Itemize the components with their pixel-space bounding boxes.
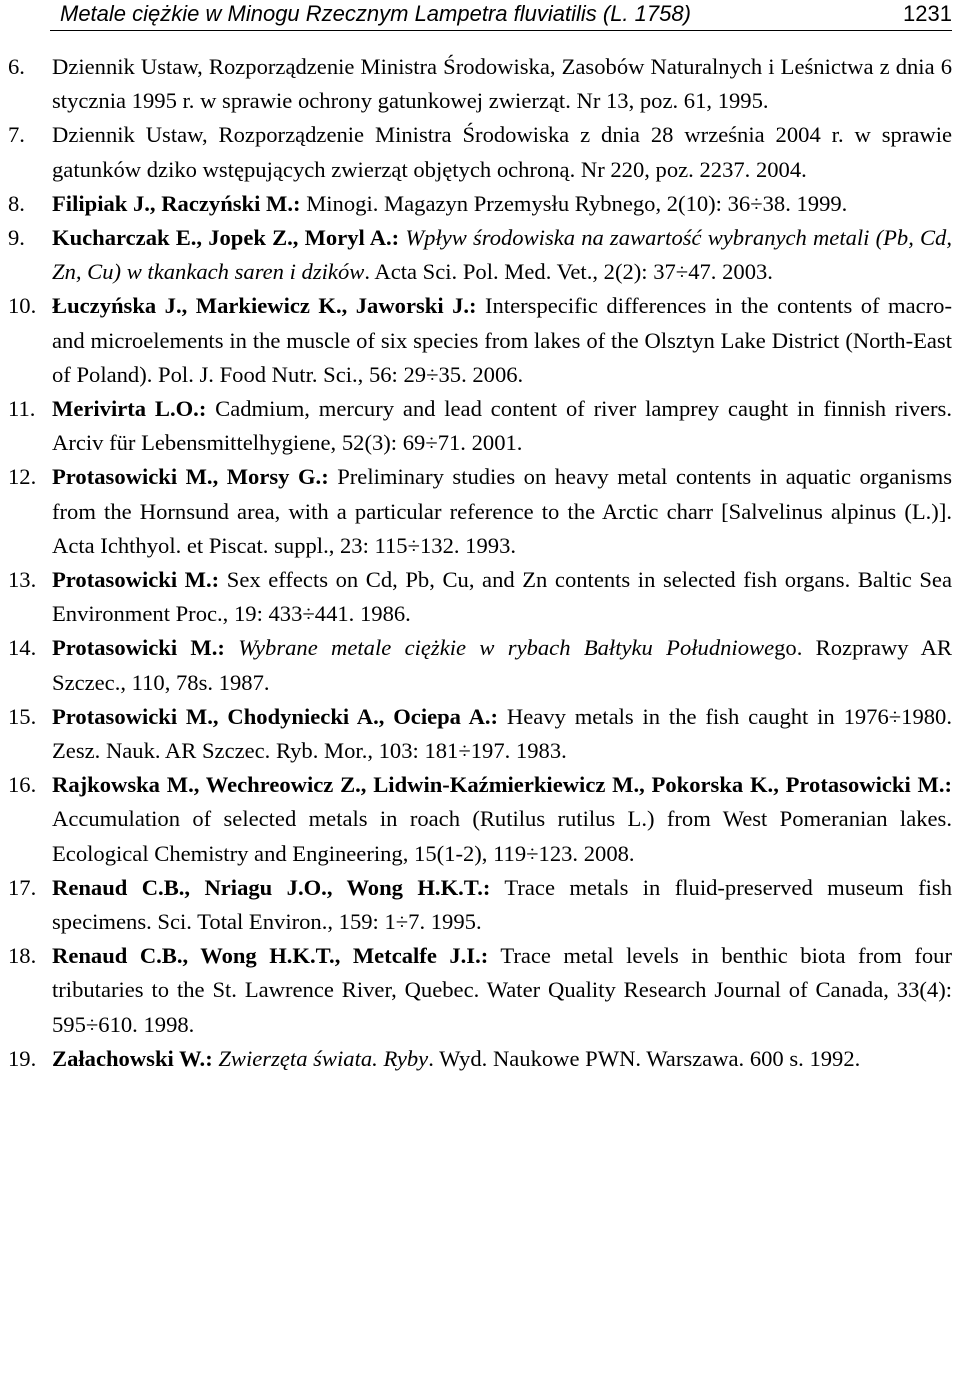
reference-details: Dziennik Ustaw, Rozporządzenie Ministra Środowiska z dnia 28 września 2004 r. w sprawie gatunków dziko wstępujących zwierząt objętych ochroną. Nr 220, poz. 2237. 2004. (52, 122, 952, 182)
reference-details: Sex effects on Cd, Pb, Cu, and Zn contents in selected fish organs. Baltic Sea Environment Proc., 19: 433÷441. 1986. (52, 567, 952, 627)
reference-details: Trace metal levels in benthic biota from four tributaries to the St. Lawrence River, Quebec. Water Quality Research Journal of Canada, 33(4): 595÷610. 1998. (52, 943, 952, 1037)
reference-item (0, 631, 960, 699)
reference-number: 17. (8, 874, 37, 900)
reference-number: 19. (8, 1045, 37, 1071)
reference-number: 10. (8, 293, 37, 319)
reference-details: Preliminary studies on heavy metal contents in aquatic organisms from the Hornsund area, with a particular reference to the Arctic charr [Salvelinus alpinus (L.)]. Acta Ichthyol. et Piscat. suppl., 23: 115÷132. 1993. (52, 464, 952, 558)
reference-number: 16. (8, 772, 37, 798)
reference-item (0, 50, 960, 118)
reference-number: 13. (8, 567, 37, 593)
reference-number: 8. (8, 190, 25, 216)
reference-authors: Protasowicki M., Morsy G.: (52, 464, 329, 490)
page-number: 1231 (903, 1, 952, 26)
reference-authors: Filipiak J., Raczyński M.: (52, 190, 301, 216)
reference-item (0, 939, 960, 1042)
running-title: Metale ciężkie w Minogu Rzecznym Lampetra fluviatilis (L. 1758) (60, 1, 691, 26)
reference-item (0, 118, 960, 186)
reference-number: 18. (8, 943, 37, 969)
reference-authors: Protasowicki M.: (52, 567, 220, 593)
reference-number: 7. (8, 122, 25, 148)
reference-details: . Acta Sci. Pol. Med. Vet., 2(2): 37÷47. 2003. (364, 259, 773, 285)
reference-authors: Łuczyńska J., Markiewicz K., Jaworski J.: (52, 293, 477, 319)
reference-details: Dziennik Ustaw, Rozporządzenie Ministra Środowiska, Zasobów Naturalnych i Leśnictwa z dnia 6 stycznia 1995 r. w sprawie ochrony gatunkowej zwierząt. Nr 13, poz. 61, 1995. (52, 54, 952, 114)
reference-details: Trace metals in fluid-preserved museum fish specimens. Sci. Total Environ., 159: 1÷7. 1995. (52, 874, 952, 935)
reference-details: Cadmium, mercury and lead content of river lamprey caught in finnish rivers. Arciv für Lebensmittelhygiene, 52(3): 69÷71. 2001. (52, 396, 952, 456)
reference-number: 12. (8, 464, 37, 490)
reference-item (0, 187, 960, 221)
reference-list (0, 50, 960, 1076)
reference-authors: Rajkowska M., Wechreowicz Z., Lidwin-Kaźmierkiewicz M., Pokorska K., Protasowicki M.: (52, 772, 952, 798)
reference-number: 15. (8, 703, 37, 729)
reference-item (0, 871, 960, 939)
reference-authors: Protasowicki M., Chodyniecki A., Ociepa A.: (52, 703, 499, 729)
reference-item (0, 563, 960, 631)
reference-details: Minogi. Magazyn Przemysłu Rybnego, 2(10): 36÷38. 1999. (300, 190, 848, 216)
reference-item (0, 460, 960, 563)
reference-title: Zwierzęta świata. Ryby (212, 1045, 429, 1071)
reference-authors: Renaud C.B., Wong H.K.T., Metcalfe J.I.: (52, 943, 489, 969)
reference-authors: Renaud C.B., Nriagu J.O., Wong H.K.T.: (52, 874, 491, 900)
running-header (50, 0, 952, 31)
reference-number: 11. (8, 396, 36, 422)
reference-authors: Kucharczak E., Jopek Z., Moryl A.: (52, 225, 400, 251)
reference-item (0, 1042, 960, 1076)
reference-title: Wpływ środowiska na zawartość wybranych metali (Pb, Cd, Zn, Cu) w tkankach saren i dzików (52, 225, 953, 285)
reference-details: Interspecific differences in the contents of macro- and microelements in the muscle of six species from lakes of the Olsztyn Lake District (North-East of Poland). Pol. J. Food Nutr. Sci., 56: 29÷35. 2006. (52, 293, 952, 387)
reference-item (0, 700, 960, 768)
reference-title: Wybrane metale ciężkie w rybach Bałtyku Południowe (224, 635, 775, 661)
reference-details: Heavy metals in the fish caught in 1976÷1980. Zesz. Nauk. AR Szczec. Ryb. Mor., 103: 181÷197. 1983. (52, 703, 952, 764)
reference-details: . Wyd. Naukowe PWN. Warszawa. 600 s. 1992. (428, 1045, 861, 1071)
reference-authors: Załachowski W.: (52, 1045, 213, 1071)
reference-item (0, 221, 960, 289)
reference-authors: Protasowicki M.: (52, 635, 225, 661)
reference-item (0, 768, 960, 871)
reference-number: 6. (8, 54, 25, 79)
reference-details: go. Rozprawy AR Szczec., 110, 78s. 1987. (52, 635, 952, 695)
reference-item (0, 289, 960, 392)
reference-details: Accumulation of selected metals in roach (Rutilus rutilus L.) from West Pomeranian lakes. Ecological Chemistry and Engineering, 15(1-2), 119÷123. 2008. (52, 806, 952, 866)
reference-item (0, 392, 960, 460)
reference-number: 9. (8, 225, 25, 251)
reference-number: 14. (8, 635, 37, 661)
reference-authors: Merivirta L.O.: (52, 396, 207, 422)
